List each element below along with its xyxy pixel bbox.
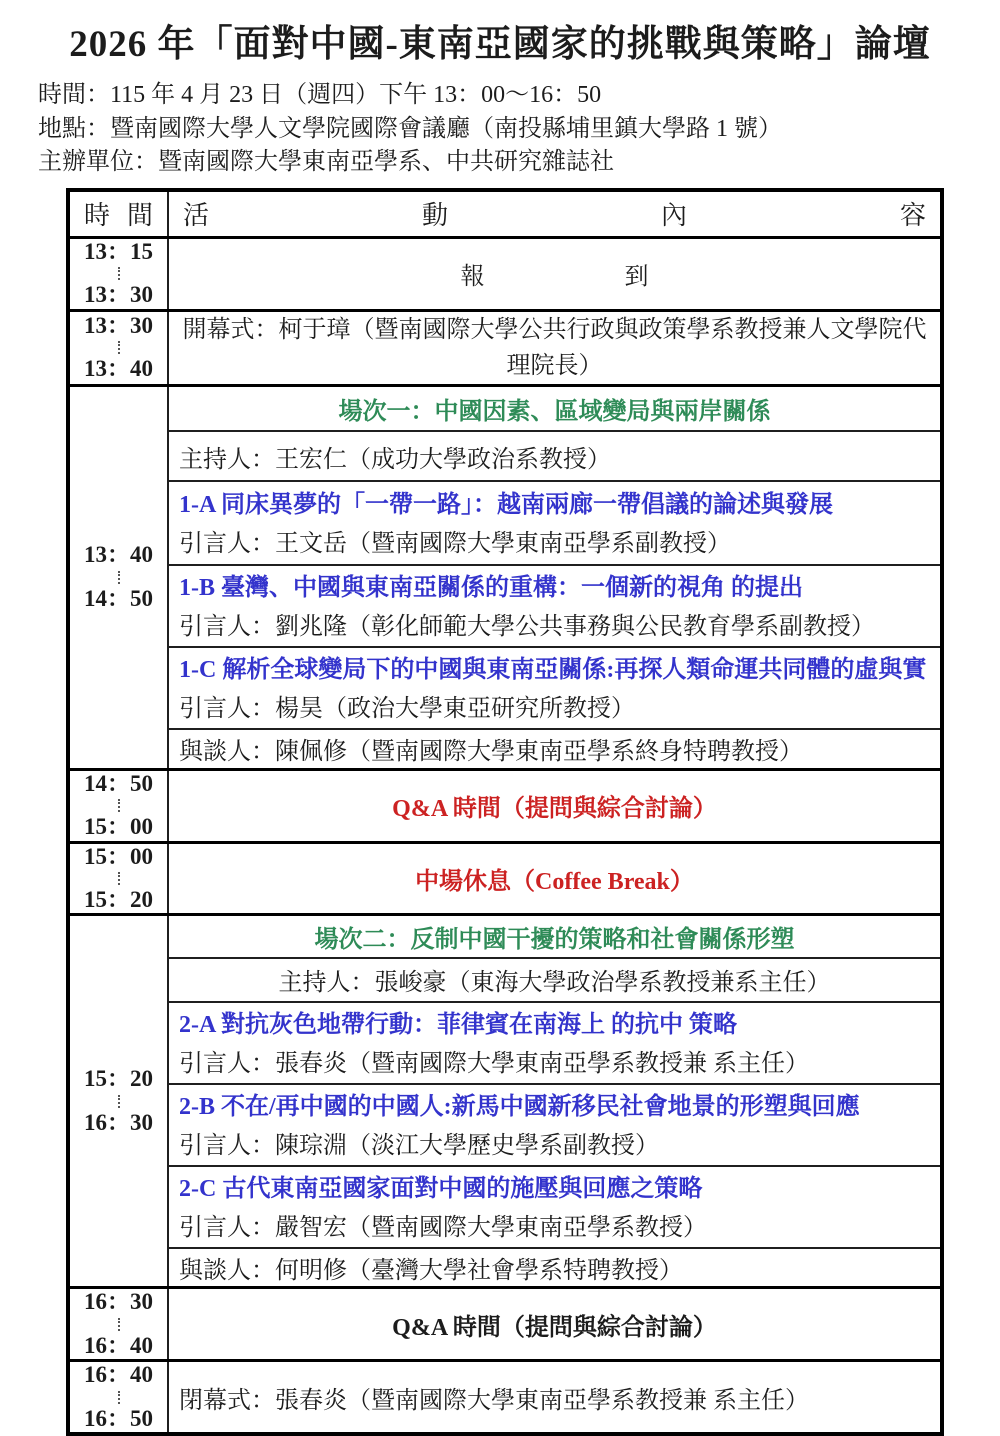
paper-2a-cell (168, 1002, 942, 1084)
paper-speaker: 引言人：楊昊（政治大學東亞研究所教授） (179, 696, 635, 723)
time-connector (118, 1391, 120, 1404)
row-discussant-1 (68, 729, 942, 769)
opening-text: 開幕式：柯于璋（暨南國際大學公共行政與政策學系教授兼人文學院代理院長） (182, 316, 927, 379)
row-paper-2b (68, 1084, 942, 1166)
info-organizer: 主辦單位：暨南國際大學東南亞學系、中共研究雜誌社 (38, 149, 614, 176)
time-range-closing (68, 1361, 168, 1434)
time-start: 15：20 (84, 1066, 153, 1092)
row-paper-1b (68, 565, 942, 647)
time-start: 13：30 (84, 312, 153, 338)
row-session2-header (68, 915, 942, 958)
row-closing (68, 1361, 942, 1434)
header-content-char: 動 (421, 201, 448, 231)
checkin-label-right: 到 (624, 264, 649, 291)
row-paper-1a (68, 481, 942, 565)
time-range-break (68, 842, 168, 915)
paper-title: 2-A 對抗灰色地帶行動：菲律賓在南海上 的抗中 策略 (179, 1011, 737, 1038)
paper-1a-cell (168, 481, 942, 565)
time-connector (118, 872, 120, 885)
time-end: 15：00 (84, 814, 153, 840)
time-start: 13：15 (84, 238, 153, 264)
time-connector (118, 341, 120, 354)
time-connector (118, 1095, 120, 1108)
paper-1c-cell (168, 647, 942, 729)
paper-2c-cell (168, 1166, 942, 1248)
time-connector (118, 267, 120, 280)
row-paper-2c (68, 1166, 942, 1248)
header-content-cell (168, 190, 942, 238)
time-start: 16：30 (84, 1289, 153, 1315)
forum-title: 2026 年「面對中國-東南亞國家的挑戰與策略」論壇 (69, 24, 931, 65)
opening-cell (168, 310, 942, 385)
time-end: 16：40 (84, 1332, 153, 1358)
row-checkin (68, 237, 942, 310)
session2-chair-text: 主持人：張峻豪（東海大學政治學系教授兼系主任） (168, 958, 942, 1002)
paper-title: 1-A 同床異夢的「一帶一路」：越南兩廊一帶倡議的論述與發展 (179, 492, 833, 519)
closing-text: 閉幕式：張春炎（暨南國際大學東南亞學系教授兼 系主任） (168, 1361, 942, 1434)
row-session2-chair (68, 958, 942, 1002)
time-end: 13：30 (84, 282, 153, 308)
time-range-session1 (68, 385, 168, 769)
discussant2-text: 與談人：何明修（臺灣大學社會學系特聘教授） (168, 1248, 942, 1288)
paper-2b-cell (168, 1084, 942, 1166)
session2-title: 場次二：反制中國干擾的策略和社會關係形塑 (168, 915, 942, 958)
time-end: 16：30 (84, 1109, 153, 1135)
paper-1b-cell (168, 565, 942, 647)
row-break (68, 842, 942, 915)
time-end: 13：40 (84, 356, 153, 382)
time-connector (118, 571, 120, 584)
row-qa-2 (68, 1288, 942, 1361)
time-end: 14：50 (84, 585, 153, 611)
break-text: 中場休息（Coffee Break） (168, 842, 942, 915)
time-end: 15：20 (84, 886, 153, 912)
time-connector (118, 1318, 120, 1331)
time-start: 16：40 (84, 1362, 153, 1388)
header-time-cell (68, 190, 168, 238)
info-location: 地點：暨南國際大學人文學院國際會議廳（南投縣埔里鎮大學路 1 號） (38, 115, 782, 142)
event-info (38, 79, 1000, 180)
header-time-char: 間 (126, 201, 153, 231)
checkin-label-left: 報 (460, 264, 485, 291)
qa1-text: Q&A 時間（提問與綜合討論） (168, 769, 942, 842)
header-time-char: 時 (84, 201, 111, 231)
paper-title: 2-B 不在/再中國的中國人:新馬中國新移民社會地景的形塑與回應 (179, 1093, 860, 1120)
header-content-char: 容 (899, 201, 926, 231)
agenda-header-row (68, 190, 942, 238)
header-content-char: 活 (183, 201, 210, 231)
paper-speaker: 引言人：王文岳（暨南國際大學東南亞學系副教授） (179, 531, 731, 558)
paper-speaker: 引言人：陳琮淵（淡江大學歷史學系副教授） (179, 1132, 659, 1159)
paper-title: 1-B 臺灣、中國與東南亞關係的重構：一個新的視角 的提出 (179, 575, 803, 602)
time-end: 16：50 (84, 1405, 153, 1431)
time-range-opening (68, 310, 168, 385)
paper-speaker: 引言人：嚴智宏（暨南國際大學東南亞學系教授） (179, 1214, 707, 1241)
session1-chair-text: 主持人：王宏仁（成功大學政治系教授） (168, 431, 942, 481)
time-range-qa2 (68, 1288, 168, 1361)
time-connector (118, 799, 120, 812)
discussant1-text: 與談人：陳佩修（暨南國際大學東南亞學系終身特聘教授） (168, 729, 942, 769)
time-range-session2 (68, 915, 168, 1288)
checkin-cell (168, 237, 942, 310)
paper-title: 2-C 古代東南亞國家面對中國的施壓與回應之策略 (179, 1175, 703, 1202)
paper-speaker: 引言人：劉兆隆（彰化師範大學公共事務與公民教育學系副教授） (179, 614, 875, 641)
qa2-text: Q&A 時間（提問與綜合討論） (168, 1288, 942, 1361)
row-paper-2a (68, 1002, 942, 1084)
row-paper-1c (68, 647, 942, 729)
session1-title: 場次一：中國因素、區域變局與兩岸關係 (168, 385, 942, 431)
time-start: 14：50 (84, 770, 153, 796)
row-session1-chair (68, 431, 942, 481)
agenda-table (66, 188, 944, 1436)
agenda-table-wrap (66, 188, 1000, 1436)
paper-speaker: 引言人：張春炎（暨南國際大學東南亞學系教授兼 系主任） (179, 1050, 809, 1077)
time-start: 15：00 (84, 843, 153, 869)
time-range-checkin (68, 237, 168, 310)
paper-title: 1-C 解析全球變局下的中國與東南亞關係:再探人類命運共同體的虛與實 (179, 657, 927, 684)
row-discussant-2 (68, 1248, 942, 1288)
row-qa-1 (68, 769, 942, 842)
time-range-qa1 (68, 769, 168, 842)
row-opening (68, 310, 942, 385)
info-time: 時間：115 年 4 月 23 日（週四）下午 13：00～16：50 (38, 82, 602, 108)
time-start: 13：40 (84, 542, 153, 568)
row-session1-header (68, 385, 942, 431)
header-content-char: 內 (660, 201, 687, 231)
